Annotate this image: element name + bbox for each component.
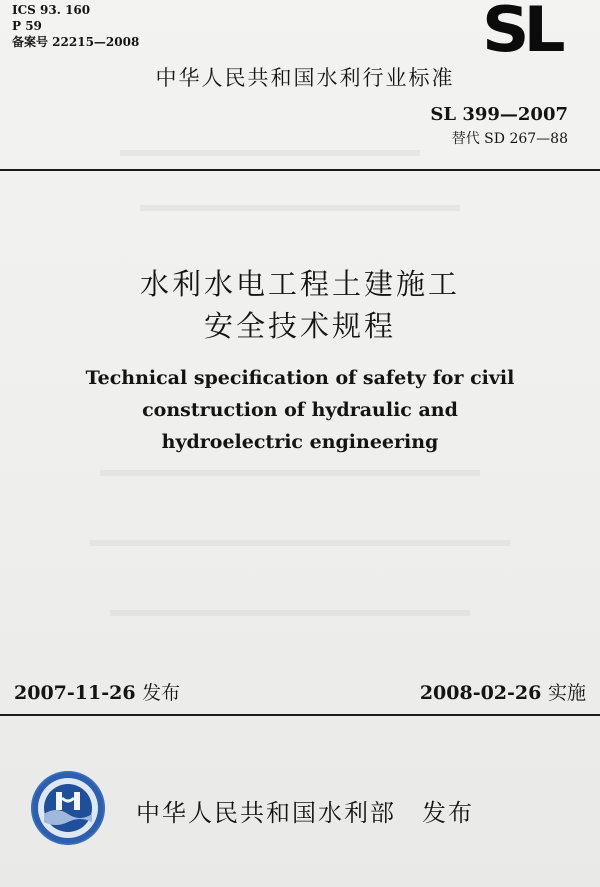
replaces-standard: 替代 SD 267—88 — [451, 131, 568, 147]
bottom-rule — [0, 714, 600, 716]
bleed-through-mark — [110, 610, 470, 616]
publisher-action: 发布 — [422, 799, 474, 827]
industry-standard-heading: 中华人民共和国水利行业标准 — [155, 66, 455, 90]
issue-date: 2007-11-26 — [14, 682, 136, 704]
issue-label: 发布 — [142, 682, 181, 704]
title-cn-line2: 安全技术规程 — [203, 309, 396, 343]
publisher-line — [136, 793, 474, 828]
standard-number: SL 399—2007 — [430, 104, 568, 125]
title-cn-line1: 水利水电工程土建施工 — [139, 267, 460, 301]
top-rule — [0, 169, 600, 171]
effective-label: 实施 — [547, 682, 586, 704]
classification-block — [12, 2, 139, 50]
title-en-line3: hydroelectric engineering — [161, 431, 439, 453]
bleed-through-mark — [140, 205, 460, 211]
bleed-through-mark — [120, 150, 420, 156]
publisher-name: 中华人民共和国水利部 — [136, 799, 396, 827]
sl-logo: SL — [482, 0, 560, 67]
ministry-emblem-icon — [30, 770, 106, 846]
category-code: P 59 — [12, 19, 42, 33]
title-en-line1: Technical specification of safety for civil — [85, 367, 515, 389]
record-number: 备案号 22215—2008 — [12, 35, 140, 49]
effective-date: 2008-02-26 — [419, 682, 542, 704]
effective-date-block — [420, 678, 586, 705]
title-en-line2: construction of hydraulic and — [142, 399, 458, 421]
ics-code: ICS 93. 160 — [12, 3, 91, 17]
issue-date-block — [14, 678, 180, 705]
bleed-through-mark — [100, 470, 480, 476]
bleed-through-mark — [90, 540, 510, 546]
